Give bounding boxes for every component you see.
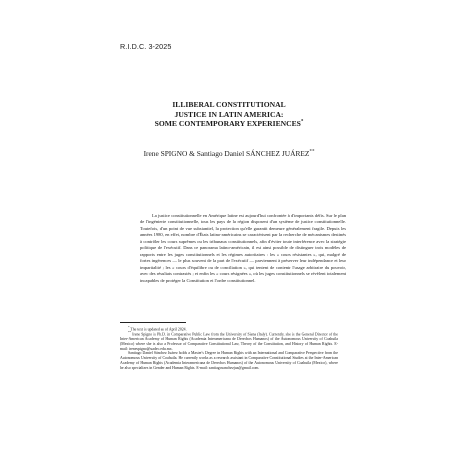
abstract-paragraph: La justice constitutionnelle en Amérique latine est aujourd'hui confrontée à d'importants défis. Sur le plan de l'ingénierie constitutionnelle, tous les pays de la région disposent d'un système de justice constitutionnelle. Toutefois, d'un point de vue substantiel, la protection qu'elle garantit demeure généralement fragile. Depuis les années 1980, en effet, nombre d'États latino-américains se caractérisent par la recherche de mécanismes destinés à contrôler les cours suprêmes ou les tribunaux constitutionnels, afin d'éviter toute interférence avec la stratégie politique de l'exécutif. Dans ce panorama latino-américain, il est ainsi possible de distinguer trois modèles de rapports entre les juges constitutionnels et les régimes autoritaires : les « cours résistantes », qui, malgré de fortes ingérences — le plus souvent de la part de l'exécutif — parviennent à préserver leur indépendance et leur impartialité ; les « cours d'équilibre ou de conciliation », qui tentent de contenir l'usage arbitraire du pouvoir, avec des résultats contrastés ; et enfin les « cours résignées », où les juges constitutionnels se révèlent totalement incapables de protéger la Constitution et l'ordre constitutionnel. <box>140 213 346 283</box>
footnote-2 <box>120 332 338 351</box>
footnote-2-mark: ** <box>128 330 131 335</box>
title-footnote-mark: * <box>300 119 304 125</box>
footnote-1-text: The text is updated as of April 2024. <box>130 327 187 332</box>
footnote-separator <box>120 322 186 323</box>
abstract <box>140 213 346 284</box>
title-line-3-text: SOME CONTEMPORARY EXPERIENCES <box>154 119 301 129</box>
article-title <box>120 100 338 129</box>
title-line-3 <box>120 119 338 129</box>
authors-footnote-mark: ** <box>309 149 315 155</box>
article-authors <box>100 149 358 158</box>
footnotes <box>120 327 338 370</box>
footnote-2-text: Irene Spigno is Ph.D. in Comparative Public Law from the University of Siena (Italy). Currently, she is the General Director of the Inter-American Academy of Human Rights (Academia Interamericana de Derechos Humanos) of the Autonomous University of Coahuila (Mexico) where she is also a Professor of Comparative Constitutional Law, Theory of the Constitution, and History of Human Rights. E-mail: irenespigno@uadec.edu.mx. <box>120 332 338 351</box>
authors-text: Irene SPIGNO & Santiago Daniel SÁNCHEZ JUÁREZ <box>143 149 310 158</box>
footnote-3 <box>120 351 338 370</box>
title-line-2: JUSTICE IN LATIN AMERICA: <box>174 109 284 119</box>
journal-header: R.I.D.C. 3-2025 <box>120 42 172 51</box>
footnote-1-mark: * <box>128 325 130 329</box>
footnote-3-text: Santiago Daniel Sánchez Juárez holds a Master's Degree in Human Rights with an International and Comparative Perspective from the Autonomous University of Coahuila. He currently works as a research assistant in Comparative Constitutional Studies at the Inter-American Academy of Human Rights (Academia Interamericana de Derechos Humanos) of the Autonomous University of Coahuila (Mexico), where he also specializes in Gender and Human Rights. E-mail: santiagosanchezjua@gmail.com. <box>120 351 338 370</box>
title-line-1: ILLIBERAL CONSTITUTIONAL <box>172 100 286 109</box>
